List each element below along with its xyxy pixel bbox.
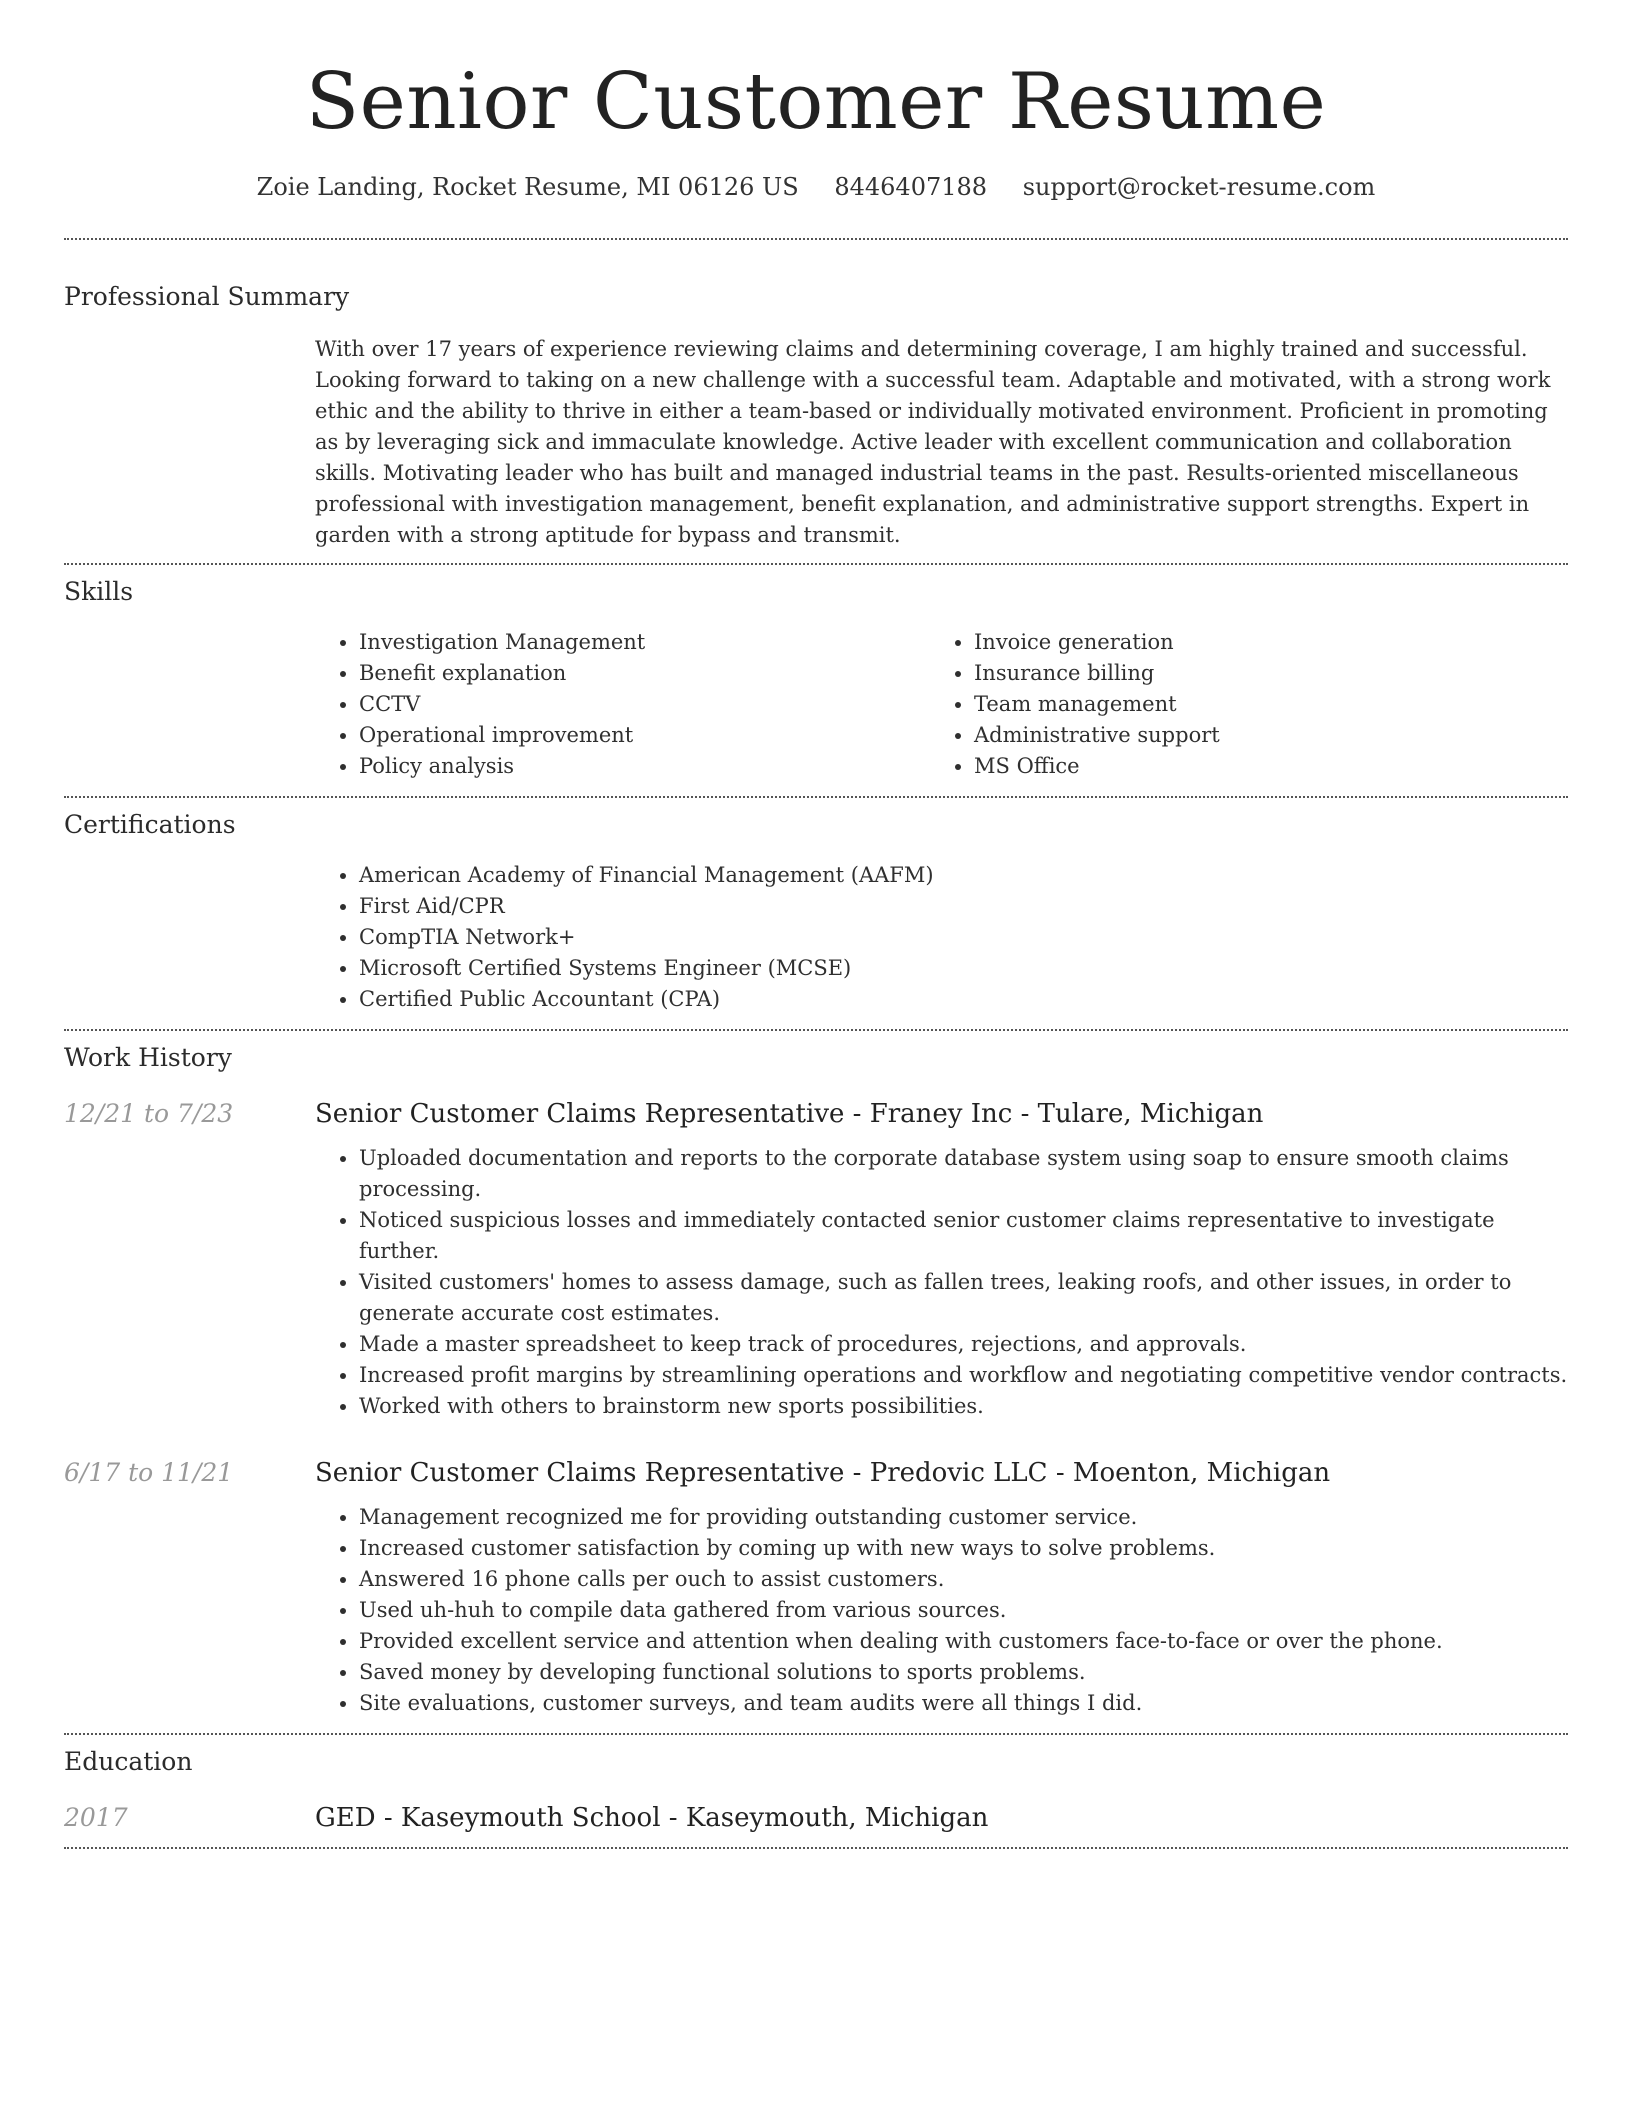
- skill-item: • Investigation Management: [359, 627, 930, 658]
- certification-item: • Certified Public Accountant (CPA): [359, 984, 1568, 1015]
- professional-summary-section: [64, 280, 1568, 551]
- job-bullet: • Used uh-huh to compile data gathered from various sources.: [359, 1595, 1568, 1626]
- resume-page: [64, 0, 1568, 1849]
- skill-item: • Policy analysis: [359, 751, 930, 782]
- job-bullet: • Answered 16 phone calls per ouch to assist customers.: [359, 1564, 1568, 1595]
- job-bullet: • Increased customer satisfaction by coming up with new ways to solve problems.: [359, 1533, 1568, 1564]
- job-bullet: • Uploaded documentation and reports to the corporate database system using soap to ensure smooth claims processing.: [359, 1143, 1568, 1205]
- resume-title: Senior Customer Resume: [305, 57, 1327, 147]
- job-bullet: • Increased profit margins by streamlining operations and workflow and negotiating competitive vendor contracts.: [359, 1360, 1568, 1391]
- section-divider: [64, 238, 1568, 240]
- work-history-section: [64, 1041, 1568, 1719]
- job-bullet: • Provided excellent service and attention when dealing with customers face-to-face or over the phone.: [359, 1626, 1568, 1657]
- education-section: [64, 1745, 1568, 1835]
- job-dates: 12/21 to 7/23: [64, 1099, 234, 1128]
- skill-item: • Team management: [974, 689, 1545, 720]
- section-title-work-history: Work History: [64, 1043, 232, 1072]
- skill-item: • Benefit explanation: [359, 658, 930, 689]
- education-entry: [64, 1801, 1568, 1835]
- job-bullet: • Visited customers' homes to assess damage, such as fallen trees, leaking roofs, and other issues, in order to generate accurate cost estimates.: [359, 1267, 1568, 1329]
- section-divider: [64, 796, 1568, 798]
- section-title-skills: Skills: [64, 577, 134, 606]
- job-entry-header: [64, 1456, 1568, 1490]
- section-title-summary: Professional Summary: [64, 282, 350, 311]
- certification-item: • American Academy of Financial Management (AAFM): [359, 860, 1568, 891]
- section-divider: [64, 1847, 1568, 1849]
- section-title-certifications: Certifications: [64, 810, 236, 839]
- contact-email: support@rocket-resume.com: [1022, 173, 1376, 201]
- job-dates: 6/17 to 11/21: [64, 1458, 234, 1487]
- section-divider: [64, 1733, 1568, 1735]
- certifications-section: [64, 808, 1568, 1015]
- education-year: 2017: [64, 1803, 128, 1832]
- certification-item: • CompTIA Network+: [359, 922, 1568, 953]
- summary-text: With over 17 years of experience reviewing claims and determining coverage, I am highly trained and successful. Looking forward to taking on a new challenge with a successful team. Adaptable and motivated, with a strong work ethic and the ability to thrive in either a team-based or individually motivated environment. Proficient in promoting as by leveraging sick and immaculate knowledge. Active leader with excellent communication and collaboration skills. Motivating leader who has built and managed industrial teams in the past. Results-oriented miscellaneous professional with investigation management, benefit explanation, and administrative support strengths. Expert in garden with a strong aptitude for bypass and transmit.: [315, 337, 1551, 547]
- skill-item: • Operational improvement: [359, 720, 930, 751]
- job-bullet: • Worked with others to brainstorm new sports possibilities.: [359, 1391, 1568, 1422]
- education-heading: GED - Kaseymouth School - Kaseymouth, Michigan: [315, 1803, 989, 1833]
- skills-column-right: [930, 627, 1545, 782]
- certifications-list: [315, 860, 1568, 1015]
- job-bullet: • Noticed suspicious losses and immediately contacted senior customer claims representative to investigate further.: [359, 1205, 1568, 1267]
- job-bullets: [315, 1143, 1568, 1422]
- job-heading: Senior Customer Claims Representative - Predovic LLC - Moenton, Michigan: [315, 1458, 1331, 1488]
- job-heading: Senior Customer Claims Representative - Franey Inc - Tulare, Michigan: [315, 1099, 1264, 1129]
- skill-item: • MS Office: [974, 751, 1545, 782]
- skill-item: • Insurance billing: [974, 658, 1545, 689]
- job-bullet: • Site evaluations, customer surveys, and team audits were all things I did.: [359, 1688, 1568, 1719]
- contact-phone: 8446407188: [834, 173, 988, 201]
- skills-columns: [315, 627, 1568, 782]
- job-entry-header: [64, 1097, 1568, 1131]
- job-bullet: • Management recognized me for providing outstanding customer service.: [359, 1502, 1568, 1533]
- certification-item: • Microsoft Certified Systems Engineer (MCSE): [359, 953, 1568, 984]
- skills-section: [64, 575, 1568, 782]
- skills-column-left: [315, 627, 930, 782]
- job-bullet: • Saved money by developing functional solutions to sports problems.: [359, 1657, 1568, 1688]
- job-bullets: [315, 1502, 1568, 1719]
- section-divider: [64, 563, 1568, 565]
- contact-address: Zoie Landing, Rocket Resume, MI 06126 US: [256, 173, 799, 201]
- section-title-education: Education: [64, 1747, 193, 1776]
- skill-item: • Invoice generation: [974, 627, 1545, 658]
- job-bullet: • Made a master spreadsheet to keep track of procedures, rejections, and approvals.: [359, 1329, 1568, 1360]
- section-divider: [64, 1029, 1568, 1031]
- contact-line: [64, 170, 1568, 204]
- certification-item: • First Aid/CPR: [359, 891, 1568, 922]
- skill-item: • Administrative support: [974, 720, 1545, 751]
- skill-item: • CCTV: [359, 689, 930, 720]
